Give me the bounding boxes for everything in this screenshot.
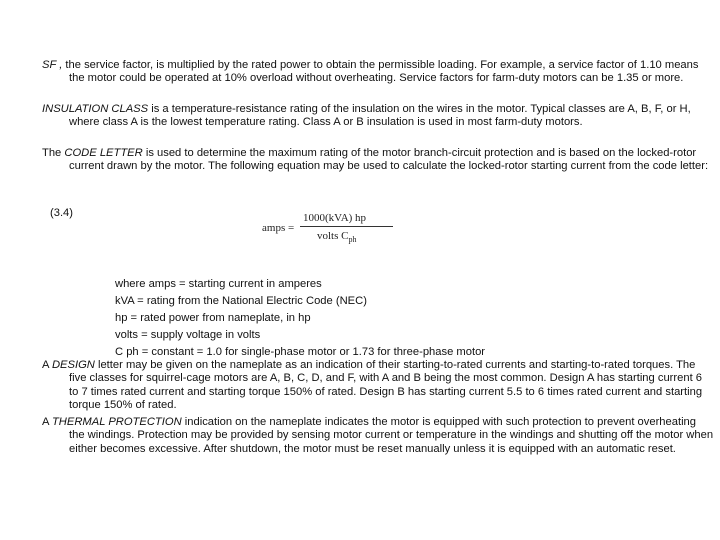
term-thermal-protection: THERMAL PROTECTION <box>51 416 182 428</box>
equation-label: (3.4) <box>50 207 74 219</box>
prefix-code-letter: The <box>42 147 65 159</box>
term-insulation-class: INSULATION CLASS <box>42 103 149 115</box>
equation-denominator-main: volts C <box>317 230 349 242</box>
term-service-factor: SF , <box>42 59 63 71</box>
term-design: DESIGN <box>51 359 95 371</box>
paragraph-thermal-protection <box>42 416 714 456</box>
definitions-list <box>115 276 485 361</box>
equation-numerator: 1000(kVA) hp <box>303 212 367 224</box>
definition-hp: hp = rated power from nameplate, in hp <box>115 312 311 324</box>
equation-lhs: amps = <box>262 222 295 234</box>
text-code-letter: is used to determine the maximum rating of the motor branch-circuit protection and is based on the locked-rotor current drawn by the motor. The following equation may be used to calculate the locked-rotor starting current from the code letter: <box>69 147 709 173</box>
definition-volts: volts = supply voltage in volts <box>115 329 261 341</box>
definition-amps: where amps = starting current in amperes <box>115 278 322 290</box>
definition-cph: C ph = constant = 1.0 for single-phase motor or 1.73 for three-phase motor <box>115 346 486 358</box>
equation-denominator <box>317 230 356 247</box>
text-service-factor: the service factor, is multiplied by the rated power to obtain the permissible loading. For example, a service factor of 1.10 means the motor could be operated at 10% overload without overheating. Service factors for farm-duty motors can be 1.35 or more. <box>62 59 699 85</box>
prefix-design: A <box>42 359 52 371</box>
paragraph-service-factor <box>42 59 714 86</box>
term-code-letter: CODE LETTER <box>64 147 143 159</box>
text-thermal-protection: indication on the nameplate indicates the motor is equipped with such protection to prevent overheating the windings. Protection may be provided by sensing motor current or temperature in the windings and shutting off the motor when either becomes excessive. After shutdown, the motor must be reset manually unless it is equipped with an automatic reset. <box>69 416 714 455</box>
equation <box>262 211 397 247</box>
definition-kva: kVA = rating from the National Electric Code (NEC) <box>115 295 367 307</box>
prefix-thermal-protection: A <box>42 416 52 428</box>
paragraph-insulation-class <box>42 103 714 130</box>
text-insulation-class: is a temperature-resistance rating of the insulation on the wires in the motor. Typical classes are A, B, F, or H, where class A is the lowest temperature rating. Class A or B insulation is used in most farm-duty motors. <box>69 103 691 129</box>
fraction-bar <box>300 226 393 227</box>
text-design: letter may be given on the nameplate as an indication of their starting-to-rated currents and starting-to-rated torques. The five classes for squirrel-cage motors are A, B, C, D, and F, with A and B being the most common. Design A has starting current 6 to 7 times rated current and starting torque 150% of rated. Design B has starting current 5.5 to 6 times rated current and starting torque 150% of rated. <box>69 359 703 412</box>
paragraph-design <box>42 359 714 413</box>
equation-denominator-sub: ph <box>348 235 357 245</box>
paragraph-code-letter <box>42 147 714 174</box>
